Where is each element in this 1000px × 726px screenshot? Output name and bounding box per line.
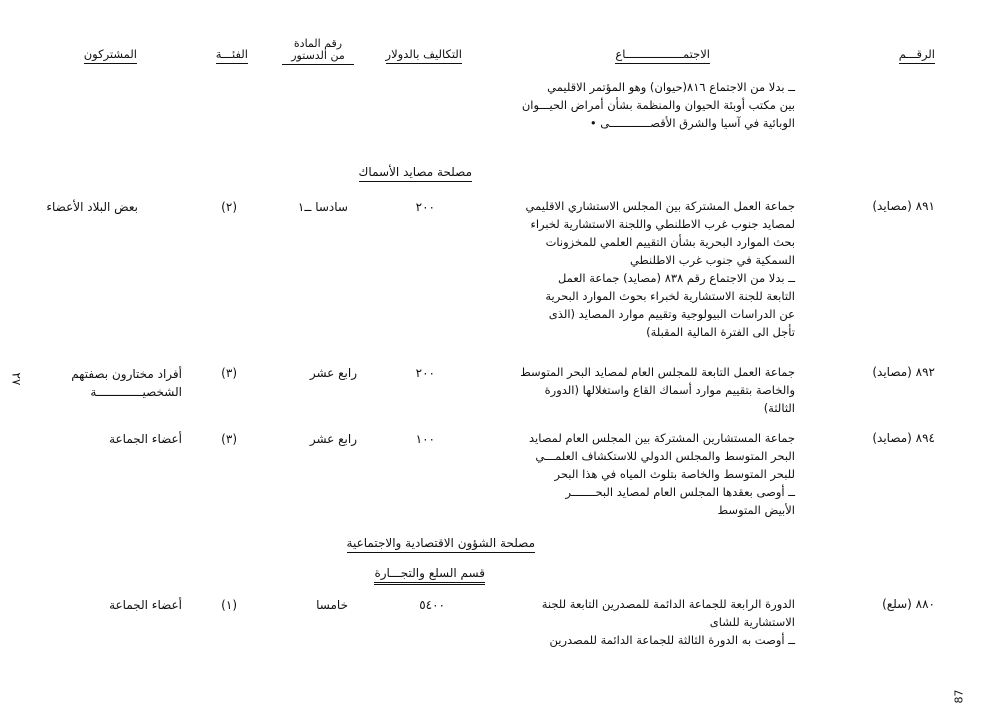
description-line: جماعة العمل المشتركة بين المجلس الاستشاري الاقليمي: [525, 199, 795, 213]
row-880-category: (١): [221, 598, 237, 612]
header-category: الفئـــة: [216, 47, 248, 64]
description-line: تأجل الى الفترة المالية المقبلة): [646, 325, 795, 339]
description-line: ــ أوصى بعقدها المجلس العام لمصايد البحـــــــر: [565, 485, 795, 499]
margin-number: ٢٧: [9, 372, 24, 386]
row-892-cost: ٢٠٠: [415, 366, 435, 380]
row-894-description: [529, 429, 795, 519]
row-880-description: [542, 595, 795, 649]
row-891-category: (٢): [221, 200, 237, 214]
description-line: التابعة للجنة الاستشارية لخبراء بحوث الموارد البحرية: [545, 289, 795, 303]
description-line: لمصايد جنوب غرب الاطلنطي واللجنة الاستشارية لخبراء: [530, 217, 795, 231]
description-line: الاستشارية للشاى: [709, 615, 795, 629]
row-894-cost: ١٠٠: [415, 432, 435, 446]
row-891-description: [526, 197, 796, 341]
description-line: البحر المتوسط والمجلس الدولي للاستكشاف العلمـــي: [535, 449, 795, 463]
row-880-number: ٨٨٠ (سلع): [882, 597, 935, 611]
participants-line: الشخصيـــــــــــــة: [90, 385, 182, 399]
description-line: عن الدراسات البيولوجية وتقييم موارد المصايد (الذى: [548, 307, 795, 321]
description-line: الدورة الرابعة للجماعة الدائمة للمصدرين التابعة للجنة: [541, 597, 795, 611]
description-line: الأبيض المتوسط: [717, 503, 795, 517]
row-892-category: (٣): [221, 366, 237, 380]
intro-line: بين مكتب أوبئة الحيوان والمنظمة بشأن أمراض الحيـــوان: [521, 98, 795, 112]
header-article-no-line2: من الدستور: [282, 50, 354, 65]
description-line: جماعة العمل التابعة للمجلس العام لمصايد البحر المتوسط: [520, 365, 795, 379]
page-number: 87: [952, 689, 966, 704]
row-880-participants: أعضاء الجماعة: [109, 598, 182, 612]
intro-line: الوبائية في آسيا والشرق الأقصــــــــــــى •: [589, 116, 795, 130]
header-meeting: الاجتمـــــــــــــــــاع: [615, 47, 710, 64]
header-article-no-line1: رقم المادة: [293, 37, 343, 50]
row-891-article: سادسا ــ١: [297, 200, 348, 214]
row-892-number: ٨٩٢ (مصايد): [872, 365, 935, 379]
row-894-number: ٨٩٤ (مصايد): [872, 431, 935, 445]
row-892-participants: [71, 365, 182, 401]
section-commodities-heading: قسم السلع والتجـــارة: [374, 566, 485, 585]
row-880-article: خامسا: [316, 598, 348, 612]
description-line: ــ بدلا من الاجتماع رقم ٨٣٨ (مصايد) جماعة العمل: [557, 271, 795, 285]
row-894-article: رابع عشر: [309, 432, 357, 446]
header-number: الرقـــم: [899, 47, 935, 64]
row-891-participants: بعض البلاد الأعضاء: [46, 200, 138, 214]
intro-line: ــ بدلا من الاجتماع ٨١٦(حيوان) وهو المؤتمر الاقليمي: [547, 80, 795, 94]
header-costs: التكاليف بالدولار: [386, 47, 462, 64]
description-line: للبحر المتوسط والخاصة بتلوث المياه في هذا البحر: [554, 467, 795, 481]
row-891-number: ٨٩١ (مصايد): [872, 199, 935, 213]
description-line: ــ أوصت به الدورة الثالثة للجماعة الدائمة للمصدرين: [549, 633, 795, 647]
section-econ-social-heading: مصلحة الشؤون الاقتصادية والاجتماعية: [347, 536, 535, 553]
description-line: بحث الموارد البحرية بشأن التقييم العلمي للمخزونات: [545, 235, 795, 249]
row-891-cost: ٢٠٠: [415, 200, 435, 214]
description-line: والخاصة بتقييم موارد أسماك القاع واستغلالها (الدورة: [544, 383, 795, 397]
section-fisheries-heading: مصلحة مصايد الأسماك: [359, 165, 472, 182]
description-line: الثالثة): [763, 401, 795, 415]
header-participants: المشتركون: [84, 47, 137, 64]
row-880-cost: ٥٤٠٠: [419, 598, 445, 612]
row-892-article: رابع عشر: [309, 366, 357, 380]
header-article-no: [282, 38, 354, 65]
description-line: السمكية في جنوب غرب الاطلنطي: [629, 253, 795, 267]
description-line: جماعة المستشارين المشتركة بين المجلس العام لمصايد: [528, 431, 795, 445]
participants-line: أفراد مختارون بصفتهم: [71, 367, 182, 381]
intro-text: [522, 78, 795, 132]
row-892-description: [520, 363, 795, 417]
row-894-participants: أعضاء الجماعة: [109, 432, 182, 446]
row-894-category: (٣): [221, 432, 237, 446]
